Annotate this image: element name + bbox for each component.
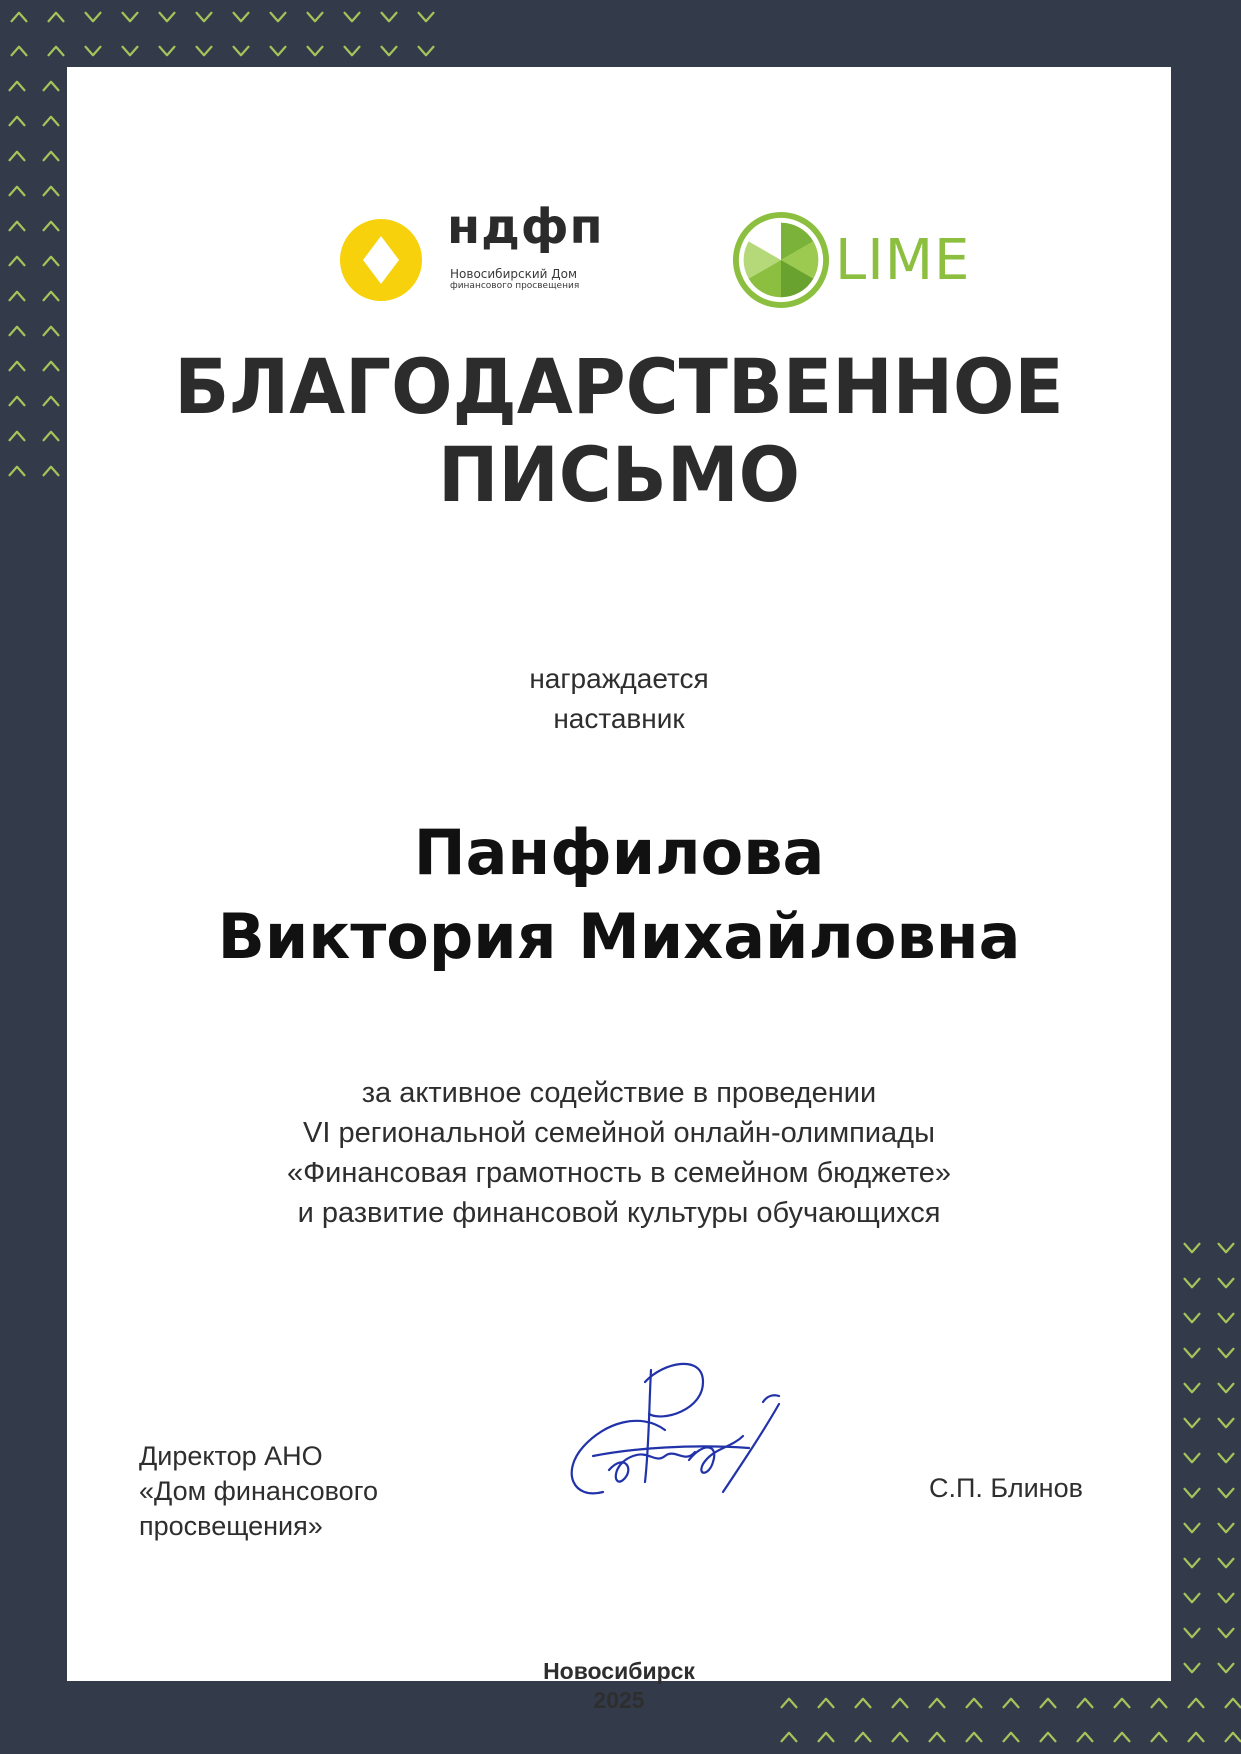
chevron-down-icon [1175, 1510, 1209, 1545]
lime-slice-icon [732, 211, 830, 309]
awarded-text: награждается [529, 663, 709, 694]
director-position-line3: просвещения» [139, 1511, 323, 1541]
ndfp-subtitle-line2: финансового просвещения [450, 281, 580, 291]
chevron-down-icon [333, 34, 370, 68]
chevron-up-icon [34, 68, 68, 103]
chevron-up-icon [992, 1720, 1029, 1754]
chevron-down-icon [222, 34, 259, 68]
chevron-down-icon [111, 34, 148, 68]
chevron-up-icon [807, 1720, 844, 1754]
chevron-up-icon [37, 0, 74, 34]
title-line2: ПИСЬМО [437, 430, 801, 519]
chevron-up-icon [0, 173, 34, 208]
chevron-down-icon [1175, 1300, 1209, 1335]
chevron-down-icon [1175, 1545, 1209, 1580]
chevron-up-icon [34, 138, 68, 173]
chevron-down-icon [333, 0, 370, 34]
chevron-up-icon [918, 1720, 955, 1754]
reason-line-2: VI региональной семейной онлайн-олимпиады [303, 1117, 935, 1149]
chevron-up-icon [0, 68, 34, 103]
chevron-up-icon [0, 138, 34, 173]
chevron-up-icon [34, 103, 68, 138]
chevron-up-icon [1140, 1720, 1177, 1754]
director-position-line2: «Дом финансового [139, 1476, 378, 1506]
chevron-up-icon [34, 418, 68, 453]
chevron-down-icon [259, 0, 296, 34]
signer-name: С.П. Блинов [929, 1473, 1083, 1503]
chevron-down-icon [1209, 1300, 1241, 1335]
chevron-down-icon [1175, 1370, 1209, 1405]
chevron-column-right [1175, 1230, 1241, 1685]
chevron-down-icon [1209, 1405, 1241, 1440]
chevron-up-icon [1214, 1720, 1241, 1754]
footer-year: 2025 [593, 1687, 645, 1713]
chevron-down-icon [1209, 1545, 1241, 1580]
chevron-up-icon [1066, 1720, 1103, 1754]
ndfp-wordmark: ндфп [447, 199, 604, 255]
chevron-up-icon [34, 348, 68, 383]
director-position-line1: Директор АНО [139, 1441, 323, 1471]
reason-line-4: и развитие финансовой культуры обучающихся [297, 1197, 941, 1229]
chevron-row-top-1 [0, 0, 444, 34]
chevron-up-icon [0, 0, 37, 34]
lime-logo [732, 211, 992, 311]
chevron-down-icon [370, 34, 407, 68]
chevron-down-icon [148, 0, 185, 34]
chevron-up-icon [955, 1720, 992, 1754]
chevron-up-icon [34, 383, 68, 418]
chevron-down-icon [1209, 1370, 1241, 1405]
ndfp-logo [340, 143, 640, 291]
role-text: наставник [553, 703, 685, 734]
chevron-up-icon [1029, 1720, 1066, 1754]
chevron-up-icon [34, 453, 68, 488]
title-line1: БЛАГОДАРСТВЕННОЕ [174, 342, 1064, 431]
chevron-down-icon [1209, 1230, 1241, 1265]
chevron-up-icon [34, 313, 68, 348]
chevron-down-icon [1175, 1580, 1209, 1615]
director-position [139, 1439, 378, 1544]
chevron-up-icon [34, 208, 68, 243]
reason-line-1: за активное содействие в проведении [361, 1077, 877, 1109]
chevron-down-icon [1209, 1580, 1241, 1615]
chevron-down-icon [74, 0, 111, 34]
chevron-up-icon [34, 173, 68, 208]
certificate-sheet [67, 67, 1171, 1713]
chevron-up-icon [0, 103, 34, 138]
recipient-given-names: Виктория Михайловна [217, 900, 1021, 973]
chevron-up-icon [0, 243, 34, 278]
chevron-down-icon [1175, 1265, 1209, 1300]
chevron-down-icon [185, 0, 222, 34]
chevron-down-icon [1209, 1510, 1241, 1545]
chevron-down-icon [1175, 1335, 1209, 1370]
chevron-column-left [0, 68, 68, 488]
chevron-down-icon [1175, 1615, 1209, 1650]
chevron-up-icon [0, 278, 34, 313]
chevron-row-bottom-2 [770, 1720, 1241, 1754]
chevron-up-icon [0, 208, 34, 243]
chevron-down-icon [296, 34, 333, 68]
chevron-up-icon [1177, 1686, 1214, 1720]
chevron-down-icon [1209, 1475, 1241, 1510]
handwritten-signature [553, 1352, 785, 1504]
chevron-down-icon [1209, 1440, 1241, 1475]
chevron-down-icon [185, 34, 222, 68]
chevron-down-icon [407, 34, 444, 68]
chevron-down-icon [1209, 1265, 1241, 1300]
lime-wordmark: LIME [835, 228, 971, 293]
chevron-down-icon [1209, 1335, 1241, 1370]
reason-line-3: «Финансовая грамотность в семейном бюджете» [286, 1157, 951, 1189]
chevron-up-icon [37, 34, 74, 68]
chevron-down-icon [1209, 1615, 1241, 1650]
chevron-down-icon [74, 34, 111, 68]
chevron-up-icon [0, 348, 34, 383]
chevron-up-icon [770, 1720, 807, 1754]
chevron-down-icon [1175, 1650, 1209, 1685]
chevron-down-icon [148, 34, 185, 68]
recipient-surname: Панфилова [413, 816, 825, 889]
chevron-down-icon [1175, 1405, 1209, 1440]
chevron-up-icon [881, 1720, 918, 1754]
chevron-down-icon [296, 0, 333, 34]
certificate-title [95, 343, 1144, 519]
chevron-up-icon [1177, 1720, 1214, 1754]
chevron-down-icon [1175, 1230, 1209, 1265]
chevron-down-icon [407, 0, 444, 34]
chevron-down-icon [222, 0, 259, 34]
chevron-down-icon [111, 0, 148, 34]
chevron-up-icon [1103, 1720, 1140, 1754]
chevron-up-icon [34, 243, 68, 278]
chevron-row-top-2 [0, 34, 444, 68]
chevron-up-icon [0, 383, 34, 418]
diamond-icon [340, 219, 422, 301]
footer-city: Новосибирск [543, 1658, 695, 1684]
chevron-up-icon [0, 313, 34, 348]
chevron-down-icon [1175, 1475, 1209, 1510]
chevron-up-icon [1214, 1686, 1241, 1720]
logos-header [340, 143, 971, 293]
chevron-down-icon [370, 0, 407, 34]
chevron-down-icon [1175, 1440, 1209, 1475]
chevron-up-icon [0, 418, 34, 453]
chevron-down-icon [1209, 1650, 1241, 1685]
ndfp-subtitle-line1: Новосибирский Дом [450, 267, 578, 281]
chevron-up-icon [34, 278, 68, 313]
chevron-up-icon [844, 1720, 881, 1754]
chevron-up-icon [0, 34, 37, 68]
chevron-down-icon [259, 34, 296, 68]
chevron-up-icon [0, 453, 34, 488]
